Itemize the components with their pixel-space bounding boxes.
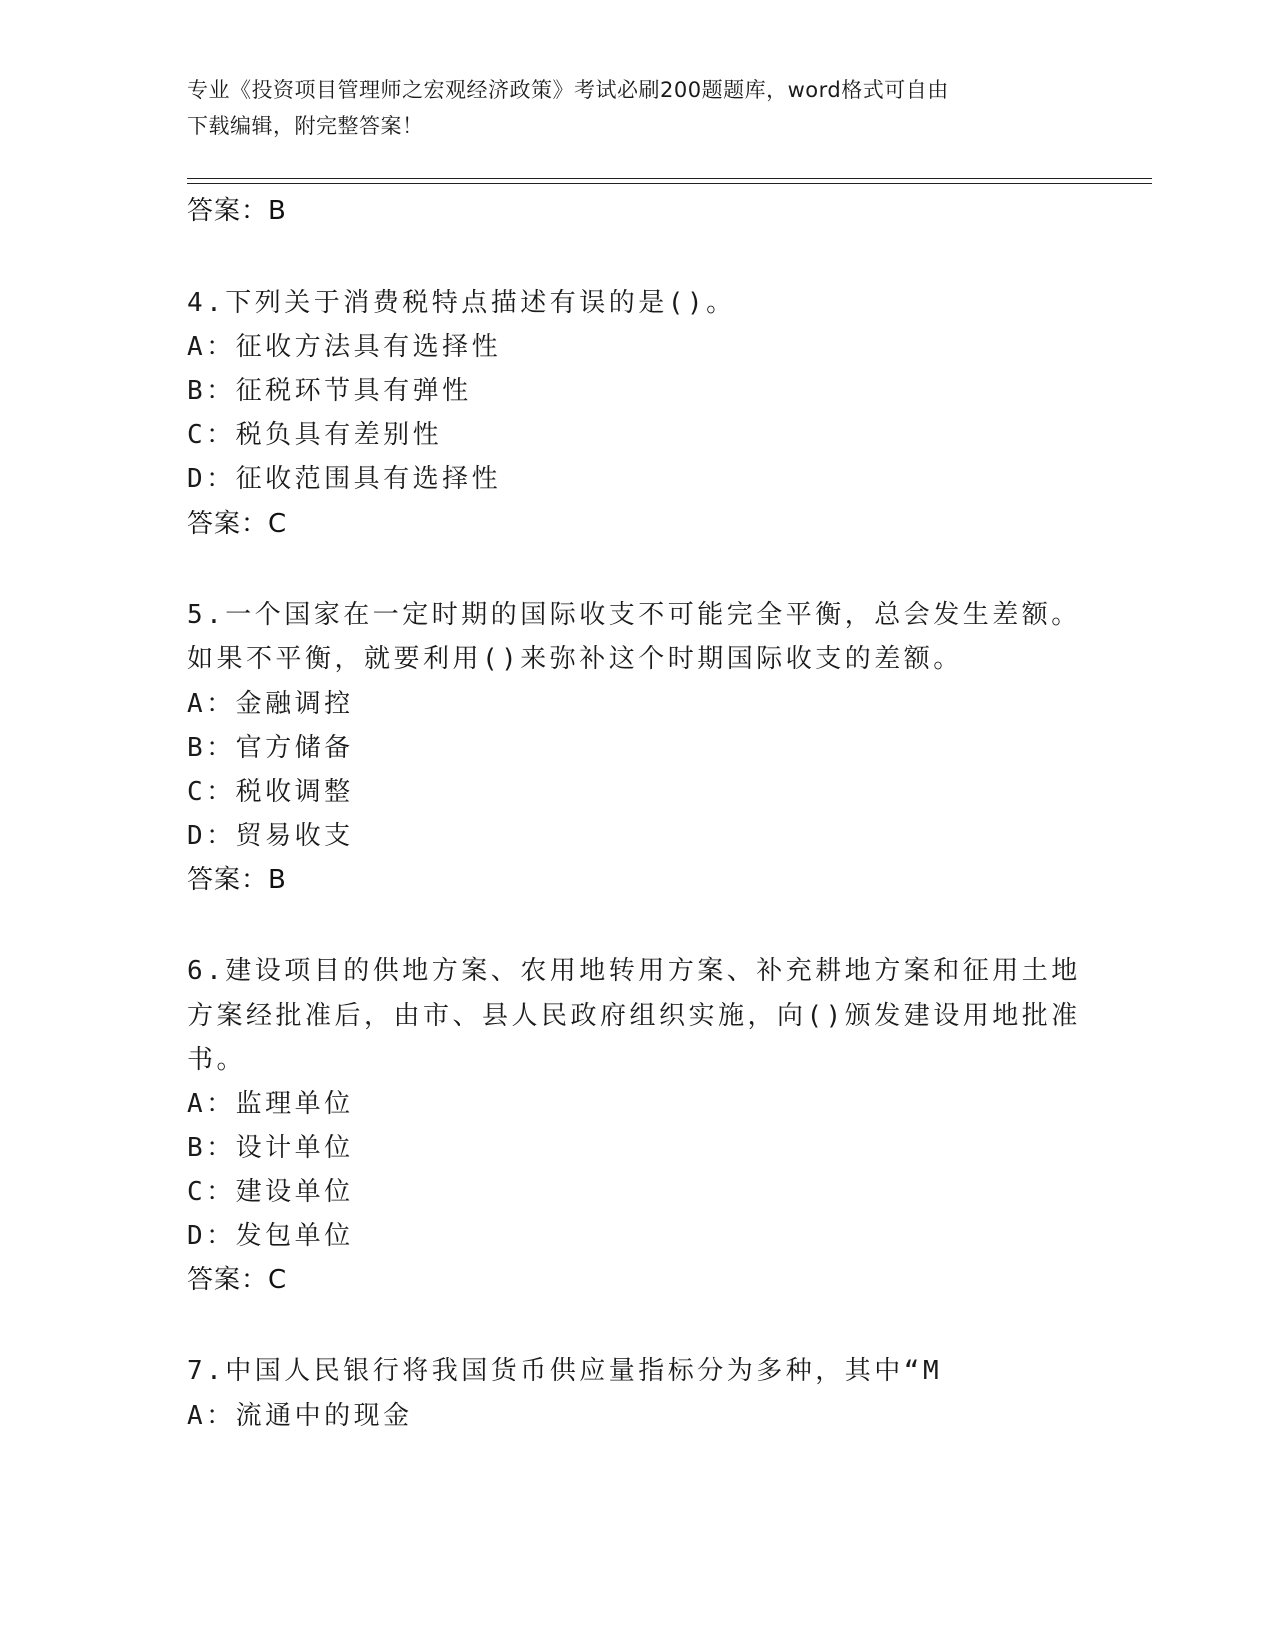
header-line-1: 专业《投资项目管理师之宏观经济政策》考试必刷200题题库，word格式可自由 bbox=[187, 78, 949, 102]
question-6-option-a: A：监理单位 bbox=[187, 1089, 354, 1119]
question-4-option-c: C：税负具有差别性 bbox=[187, 420, 443, 450]
question-5-stem-line-2: 如果不平衡，就要利用()来弥补这个时期国际收支的差额。 bbox=[187, 644, 963, 674]
question-6-option-b: B：设计单位 bbox=[187, 1133, 354, 1163]
question-6-answer: 答案：C bbox=[187, 1265, 288, 1295]
question-6-option-d: D：发包单位 bbox=[187, 1221, 354, 1251]
question-6-stem-line-3: 书。 bbox=[187, 1045, 247, 1075]
question-4-option-d: D：征收范围具有选择性 bbox=[187, 464, 502, 494]
question-5-option-d: D：贸易收支 bbox=[187, 821, 354, 851]
header-rule-top bbox=[187, 178, 1152, 179]
question-4-answer: 答案：C bbox=[187, 509, 288, 539]
document-header bbox=[187, 72, 1087, 144]
previous-answer: 答案：B bbox=[187, 196, 287, 226]
question-4-stem: 4.下列关于消费税特点描述有误的是()。 bbox=[187, 288, 736, 318]
question-5-stem-line-1: 5.一个国家在一定时期的国际收支不可能完全平衡，总会发生差额。 bbox=[187, 600, 1081, 630]
header-rule-bottom bbox=[187, 183, 1152, 184]
question-7-stem: 7.中国人民银行将我国货币供应量指标分为多种，其中“M bbox=[187, 1356, 943, 1386]
question-5-answer: 答案：B bbox=[187, 865, 287, 895]
question-5-option-a: A：金融调控 bbox=[187, 689, 354, 719]
header-line-2: 下载编辑，附完整答案！ bbox=[187, 114, 424, 138]
question-6-stem-line-2: 方案经批准后，由市、县人民政府组织实施，向()颁发建设用地批准 bbox=[187, 1001, 1081, 1031]
question-5-option-c: C：税收调整 bbox=[187, 777, 354, 807]
question-4-option-b: B：征税环节具有弹性 bbox=[187, 376, 472, 406]
question-6-stem-line-1: 6.建设项目的供地方案、农用地转用方案、补充耕地方案和征用土地 bbox=[187, 956, 1081, 986]
question-7-option-a: A：流通中的现金 bbox=[187, 1401, 413, 1431]
question-4-option-a: A：征收方法具有选择性 bbox=[187, 332, 502, 362]
question-5-option-b: B：官方储备 bbox=[187, 733, 354, 763]
question-6-option-c: C：建设单位 bbox=[187, 1177, 354, 1207]
